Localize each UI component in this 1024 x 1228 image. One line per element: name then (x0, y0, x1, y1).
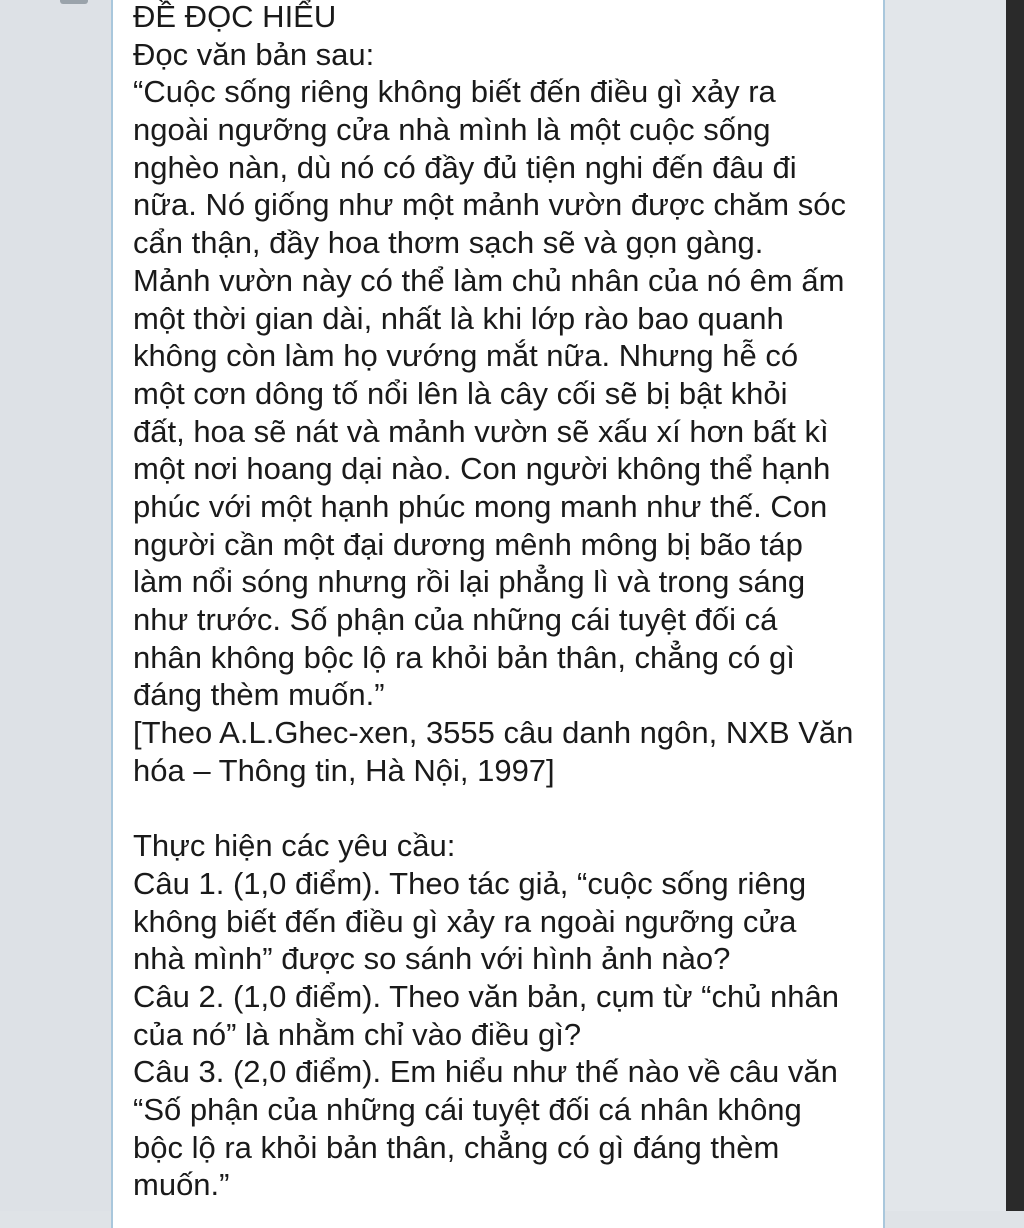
tasks-heading: Thực hiện các yêu cầu: (133, 828, 456, 864)
question-line: muốn.” (133, 1167, 230, 1203)
question-line: “Số phận của những cái tuyệt đối cá nhân không (133, 1091, 802, 1127)
passage-line: một cơn dông tố nổi lên là cây cối sẽ bị bật khỏi (133, 375, 788, 411)
passage-line: một thời gian dài, nhất là khi lớp rào bao quanh (133, 300, 784, 336)
question-line: Câu 3. (2,0 điểm). Em hiểu như thế nào về câu văn (133, 1054, 838, 1090)
citation-line: [Theo A.L.Ghec-xen, 3555 câu danh ngôn, NXB Văn (133, 715, 854, 751)
passage-line: một nơi hoang dại nào. Con người không thể hạnh (133, 451, 831, 487)
message-bubble[interactable] (111, 0, 885, 1228)
avatar-edge (60, 0, 88, 4)
chat-background-left (0, 0, 112, 1211)
passage-line: người cần một đại dương mênh mông bị bão táp (133, 526, 803, 562)
question-line: của nó” là nhằm chỉ vào điều gì? (133, 1016, 582, 1052)
question-line: không biết đến điều gì xảy ra ngoài ngưỡng cửa (133, 903, 797, 939)
passage-line: như trước. Số phận của những cái tuyệt đối cá (133, 602, 778, 637)
screen-edge (1006, 0, 1024, 1211)
source-citation (133, 714, 873, 789)
passage (133, 73, 873, 714)
passage-line: nhân không bộc lộ ra khỏi bản thân, chẳng có gì (133, 639, 795, 675)
exercise-heading: ĐỀ ĐỌC HIỂU (133, 0, 337, 34)
passage-line: “Cuộc sống riêng không biết đến điều gì xảy ra (133, 74, 776, 110)
passage-line: nghèo nàn, dù nó có đầy đủ tiện nghi đến đâu đi (133, 149, 797, 185)
question-2 (133, 978, 873, 1053)
citation-line: hóa – Thông tin, Hà Nội, 1997] (133, 752, 555, 788)
passage-line: Mảnh vườn này có thể làm chủ nhân của nó êm ấm (133, 262, 845, 298)
passage-line: nữa. Nó giống như một mảnh vườn được chăm sóc (133, 187, 846, 223)
question-line: bộc lộ ra khỏi bản thân, chẳng có gì đáng thèm (133, 1129, 780, 1165)
question-line: Câu 2. (1,0 điểm). Theo văn bản, cụm từ “chủ nhân (133, 978, 840, 1014)
blank-line (133, 789, 873, 827)
chat-background-right (883, 0, 1024, 1211)
passage-line: đất, hoa sẽ nát và mảnh vườn sẽ xấu xí hơn bất kì (133, 413, 829, 449)
passage-line: ngoài ngưỡng cửa nhà mình là một cuộc sống (133, 112, 771, 148)
passage-line: phúc với một hạnh phúc mong manh như thế. Con (133, 488, 828, 524)
question-3 (133, 1053, 873, 1204)
passage-line: làm nổi sóng nhưng rồi lại phẳng lì và trong sáng (133, 564, 806, 600)
passage-line: không còn làm họ vướng mắt nữa. Nhưng hễ có (133, 338, 799, 374)
reading-instruction: Đọc văn bản sau: (133, 36, 375, 72)
question-line: nhà mình” được so sánh với hình ảnh nào? (133, 941, 731, 977)
question-1 (133, 865, 873, 978)
passage-line: đáng thèm muốn.” (133, 677, 385, 713)
message-text (133, 0, 873, 1204)
question-line: Câu 1. (1,0 điểm). Theo tác giả, “cuộc sống riêng (133, 865, 807, 901)
passage-line: cẩn thận, đầy hoa thơm sạch sẽ và gọn gàng. (133, 225, 764, 261)
